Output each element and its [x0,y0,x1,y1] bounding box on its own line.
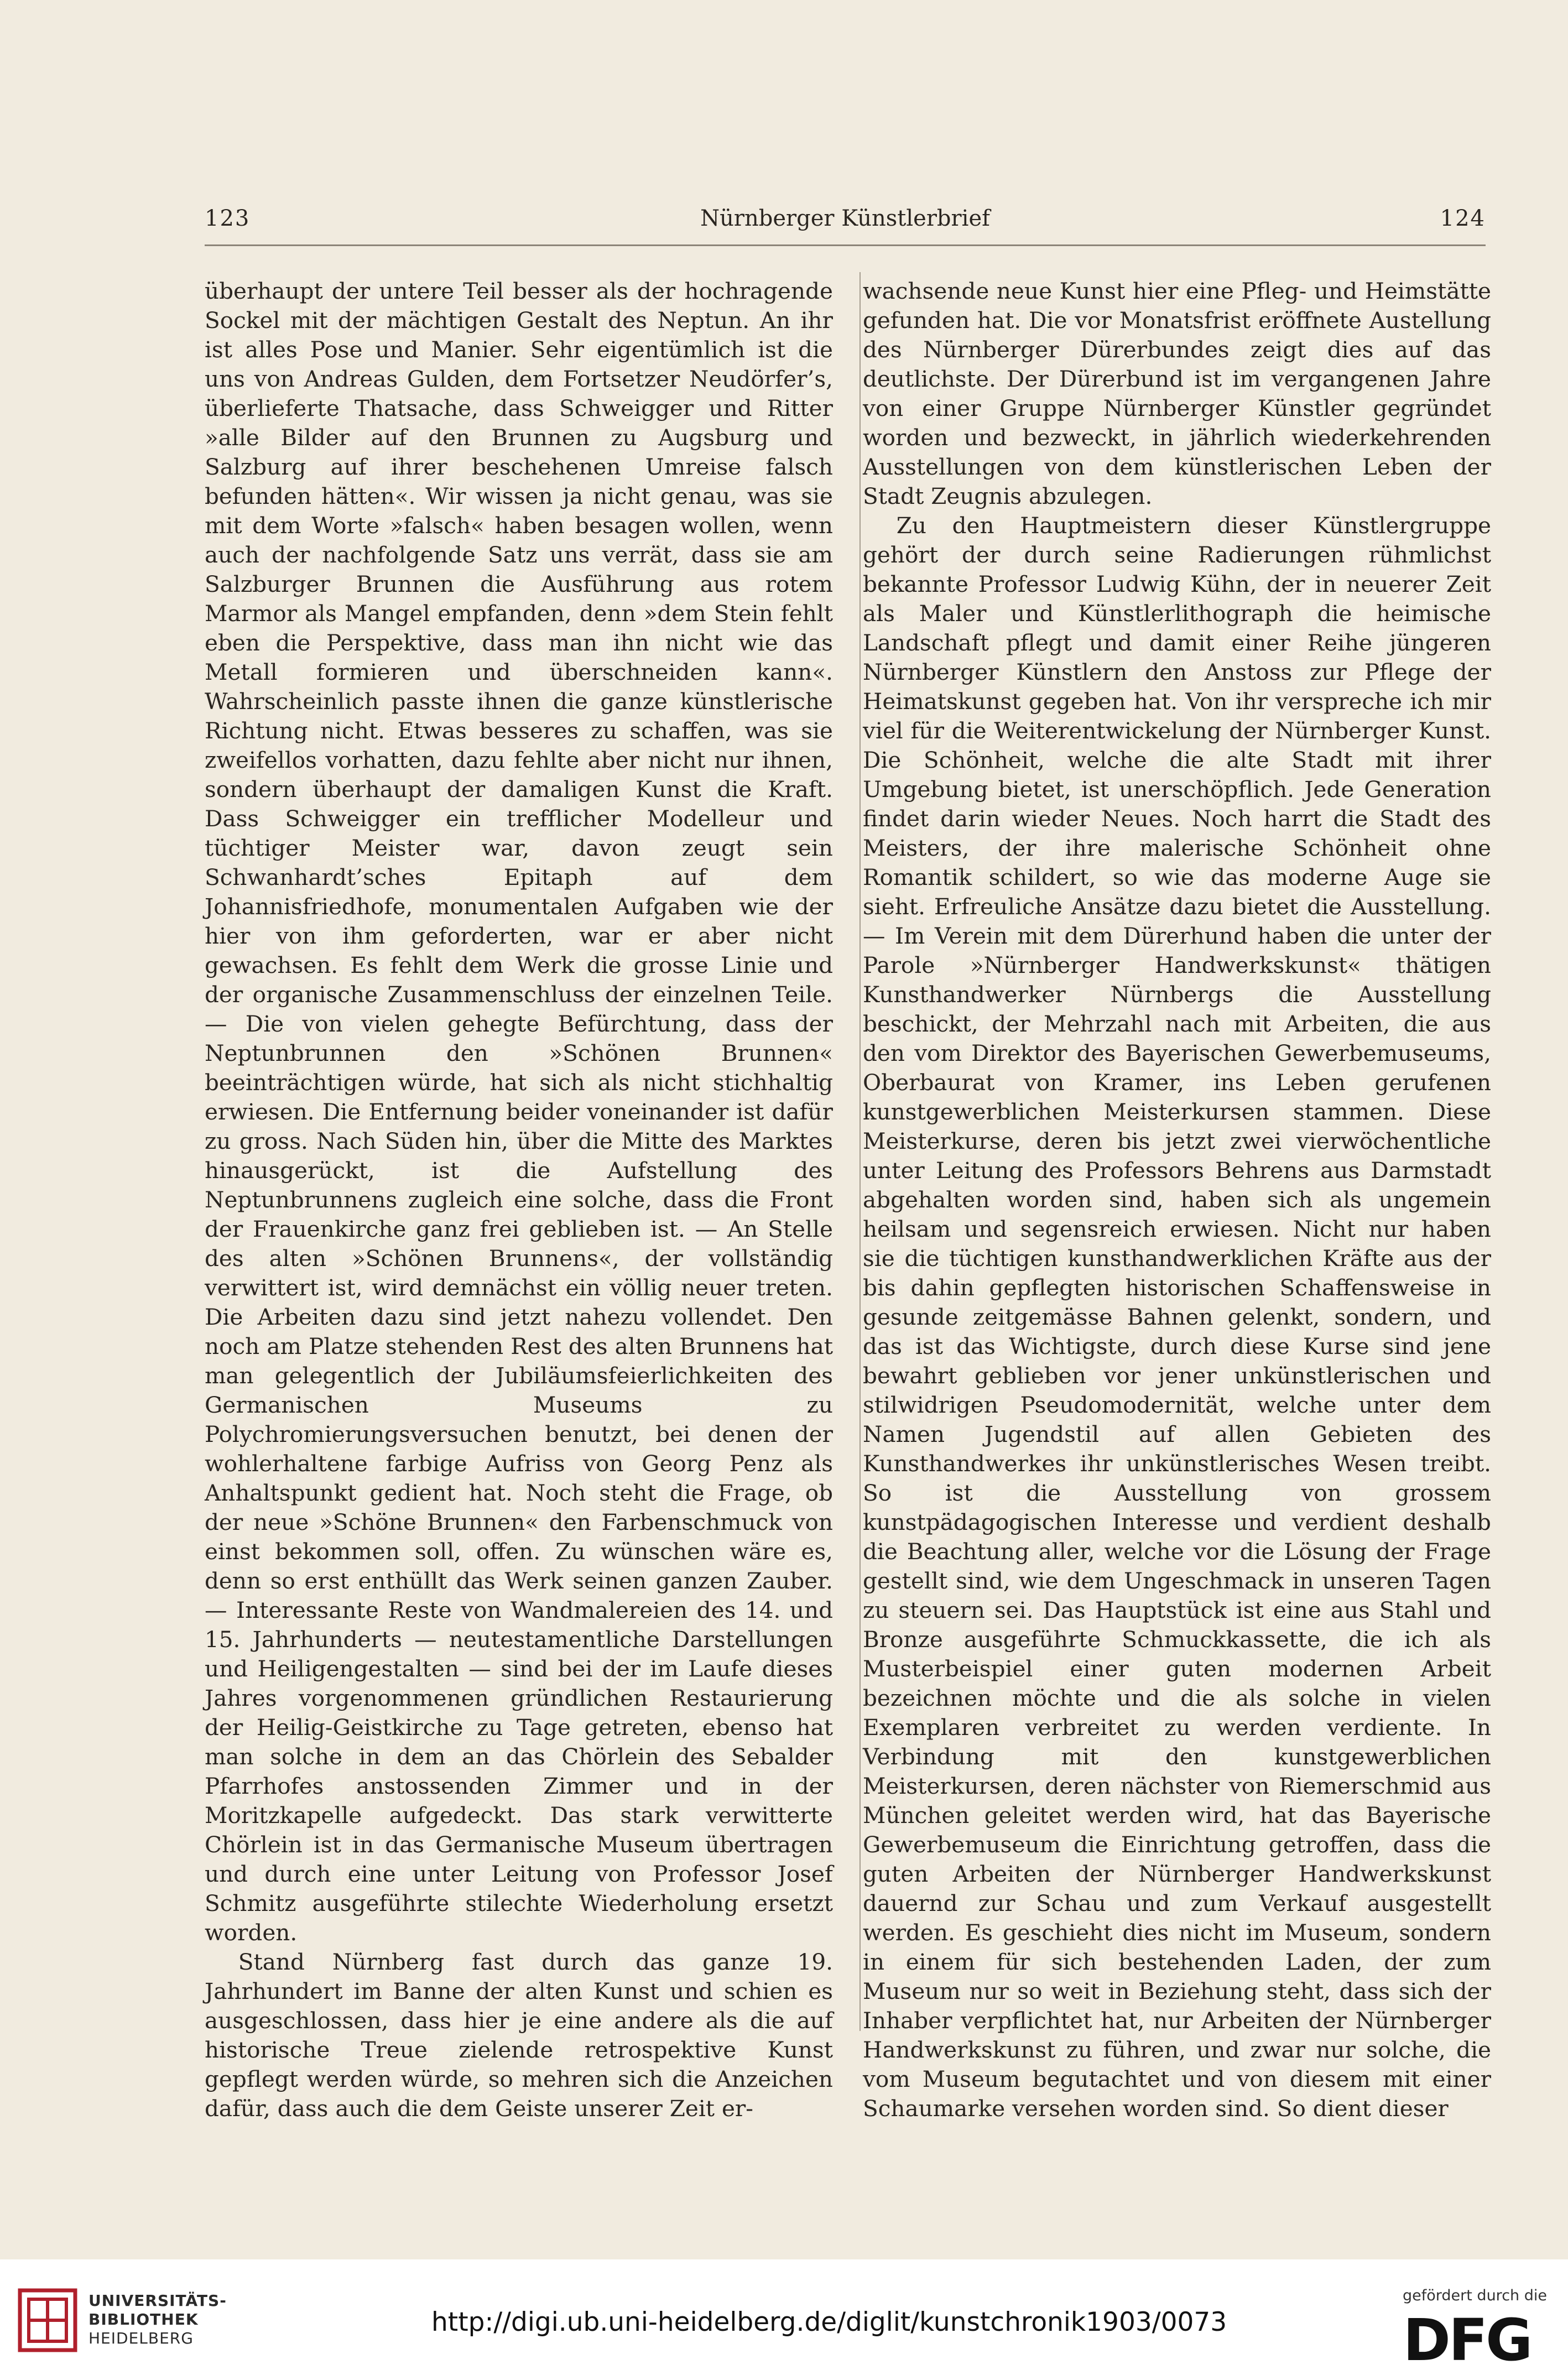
page-number-left: 123 [205,206,251,231]
library-name-line-2: BIBLIOTHEK [88,2310,199,2329]
right-paragraph-1: wachsende neue Kunst hier eine Pfleg- und Heimstätte gefunden hat. Die vor Monatsfrist eröffnete Austellung des Nürnberger Dürerbundes zeigt dies auf das deutlichste. Der Dürerbund ist im vergangenen Jahre von einer Gruppe Nürnberger Künstler gegründet worden und bezweckt, in jährlich wiederkehrenden Ausstellungen von dem künstlerischen Leben der Stadt Zeugnis abzulegen. [863,278,1491,509]
dfg-logo-text: DFG [1403,2312,1531,2368]
left-paragraph-1: überhaupt der untere Teil besser als der hochragende Sockel mit der mächtigen Gestalt des Neptun. An ihr ist alles Pose und Manier. Sehr eigentümlich ist die uns von Andreas Gulden, dem Fortsetzer Neudörfer’s, überlieferte Thatsache, dass Schweigger und Ritter »alle Bilder auf den Brunnen zu Augsburg und Salzburg auf ihrer beschehenen Umreise falsch befunden hätten«. Wir wissen ja nicht genau, was sie mit dem Worte »falsch« haben besagen wollen, wenn auch der nachfolgende Satz uns verrät, dass sie am Salzburger Brunnen die Ausführung aus rotem Marmor als Mangel empfanden, denn »dem Stein fehlt eben die Perspektive, dass man ihn nicht wie das Metall formieren und überschneiden kann«. Wahrscheinlich passte ihnen die ganze künstlerische Richtung nicht. Etwas besseres zu schaffen, was sie zweifellos vorhatten, dazu fehlte aber nicht nur ihnen, sondern überhaupt der damaligen Kunst die Kraft. Dass Schweigger ein trefflicher Modelleur und tüchtiger Meister war, davon zeugt sein Schwanhardt’sches Epitaph auf dem Johannisfriedhofe, monumentalen Aufgaben wie der hier von ihm geforderten, war er aber nicht gewachsen. Es fehlt dem Werk die grosse Linie und der organische Zusammenschluss der einzelnen Teile. — Die von vielen gehegte Befürchtung, dass der Neptunbrunnen den »Schönen Brunnen« beeinträchtigen würde, hat sich als nicht stichhaltig erwiesen. Die Entfernung beider voneinander ist dafür zu gross. Nach Süden hin, über die Mitte des Marktes hinausgerückt, ist die Aufstellung des Neptunbrunnens zugleich eine solche, dass die Front der Frauenkirche ganz frei geblieben ist. — An Stelle des alten »Schönen Brunnens«, der vollständig verwittert ist, wird demnächst ein völlig neuer treten. Die Arbeiten dazu sind jetzt nahezu vollendet. Den noch am Platze stehenden Rest des alten Brunnens hat man gelegentlich der Jubiläumsfeierlichkeiten des Germanischen Museums zu Polychromierungsversuchen benutzt, bei denen der wohlerhaltene farbige Aufriss von Georg Penz als Anhaltspunkt gedient hat. Noch steht die Frage, ob der neue »Schöne Brunnen« den Farbenschmuck von einst bekommen soll, offen. Zu wünschen wäre es, denn so erst enthüllt das Werk seinen ganzen Zauber. — Interessante Reste von Wandmalereien des 14. und 15. Jahrhunderts — neutestamentliche Darstellungen und Heiligengestalten — sind bei der im Laufe dieses Jahres vorgenommenen gründlichen Restaurierung der Heilig-Geistkirche zu Tage getreten, ebenso hat man solche in dem an das Chörlein des Sebalder Pfarrhofes anstossenden Zimmer und in der Moritzkapelle aufgedeckt. Das stark verwitterte Chörlein ist in das Germanische Museum übertragen und durch eine unter Leitung von Professor Josef Schmitz ausgeführte stilechte Wiederholung ersetzt worden. [205,278,833,1946]
dfg-logo [1387,2312,1547,2368]
permalink-url[interactable]: http://digi.ub.uni-heidelberg.de/diglit/kunstchronik1903/0073 [431,2307,1227,2337]
sponsor-caption: gefördert durch die [1403,2287,1547,2304]
university-library-logo [14,2287,81,2353]
left-paragraph-2: Stand Nürnberg fast durch das ganze 19. Jahrhundert im Banne der alten Kunst und schien es ausgeschlossen, dass hier je eine andere als die auf historische Treue zielende retrospektive Kunst gepflegt werden würde, so mehren sich die Anzeichen dafür, dass auch die dem Geiste unserer Zeit er- [205,1949,833,2122]
running-header [205,206,1486,246]
page-number-right: 124 [1440,206,1486,231]
column-divider [859,272,861,2031]
right-column [863,277,1491,2123]
right-paragraph-2: Zu den Hauptmeistern dieser Künstlergruppe gehört der durch seine Radierungen rühmlichst bekannte Professor Ludwig Kühn, der in neuerer Zeit als Maler und Künstlerlithograph die heimische Landschaft pflegt und damit einer Reihe jüngeren Nürnberger Künstlern den Anstoss zur Pflege der Heimatskunst gegeben hat. Von ihr verspreche ich mir viel für die Weiterentwickelung der Nürnberger Kunst. Die Schönheit, welche die alte Stadt mit ihrer Umgebung bietet, ist unerschöpflich. Jede Generation findet darin wieder Neues. Noch harrt die Stadt des Meisters, der ihre malerische Schönheit ohne Romantik schildert, so wie das moderne Auge sie sieht. Erfreuliche Ansätze dazu bietet die Ausstellung. — Im Verein mit dem Dürerhund haben die unter der Parole »Nürnberger Handwerkskunst« thätigen Kunsthandwerker Nürnbergs die Ausstellung beschickt, der Mehrzahl nach mit Arbeiten, die aus den vom Direktor des Bayerischen Gewerbemuseums, Oberbaurat von Kramer, ins Leben gerufenen kunstgewerblichen Meisterkursen stammen. Diese Meisterkurse, deren bis jetzt zwei vierwöchentliche unter Leitung des Professors Behrens aus Darmstadt abgehalten worden sind, haben sich als ungemein heilsam und segensreich erwiesen. Nicht nur haben sie die tüchtigen kunsthandwerklichen Kräfte aus der bis dahin gepflegten historischen Schaffensweise in gesunde zeitgemässe Bahnen gelenkt, sondern, und das ist das Wichtigste, durch diese Kurse sind jene bewahrt geblieben vor jener unkünstlerischen und stilwidrigen Pseudomodernität, welche unter dem Namen Jugendstil auf allen Gebieten des Kunsthandwerkes ihr unkünstlerisches Wesen treibt. So ist die Ausstellung von grossem kunstpädagogischen Interesse und verdient deshalb die Beachtung aller, welche vor die Lösung der Frage gestellt sind, wie dem Ungeschmack in unseren Tagen zu steuern sei. Das Hauptstück ist eine aus Stahl und Bronze ausgeführte Schmuckkassette, die ich als Musterbeispiel einer guten modernen Arbeit bezeichnen möchte und die als solche in vielen Exemplaren verbreitet zu werden verdiente. In Verbindung mit den kunstgewerblichen Meisterkursen, deren nächster von Riemerschmid aus München geleitet werden wird, hat das Bayerische Gewerbemuseum die Einrichtung getroffen, dass die guten Arbeiten der Nürnberger Handwerkskunst dauernd zur Schau und zum Verkauf ausgestellt werden. Es geschieht dies nicht im Museum, sondern in einem für sich bestehenden Laden, der zum Museum nur so weit in Beziehung steht, dass sich der Inhaber verpflichtet hat, nur Arbeiten der Nürnberger Handwerkskunst zu führen, und zwar nur solche, die vom Museum begutachtet und von diesem mit einer Schaumarke versehen worden sind. So dient dieser [863,512,1491,2122]
left-column [205,277,833,2123]
running-title: Nürnberger Künstlerbrief [700,206,990,231]
library-name [88,2291,227,2348]
library-name-line-1: UNIVERSITÄTS- [88,2291,227,2310]
digitization-footer [0,2259,1568,2375]
library-name-line-3: HEIDELBERG [88,2329,194,2347]
